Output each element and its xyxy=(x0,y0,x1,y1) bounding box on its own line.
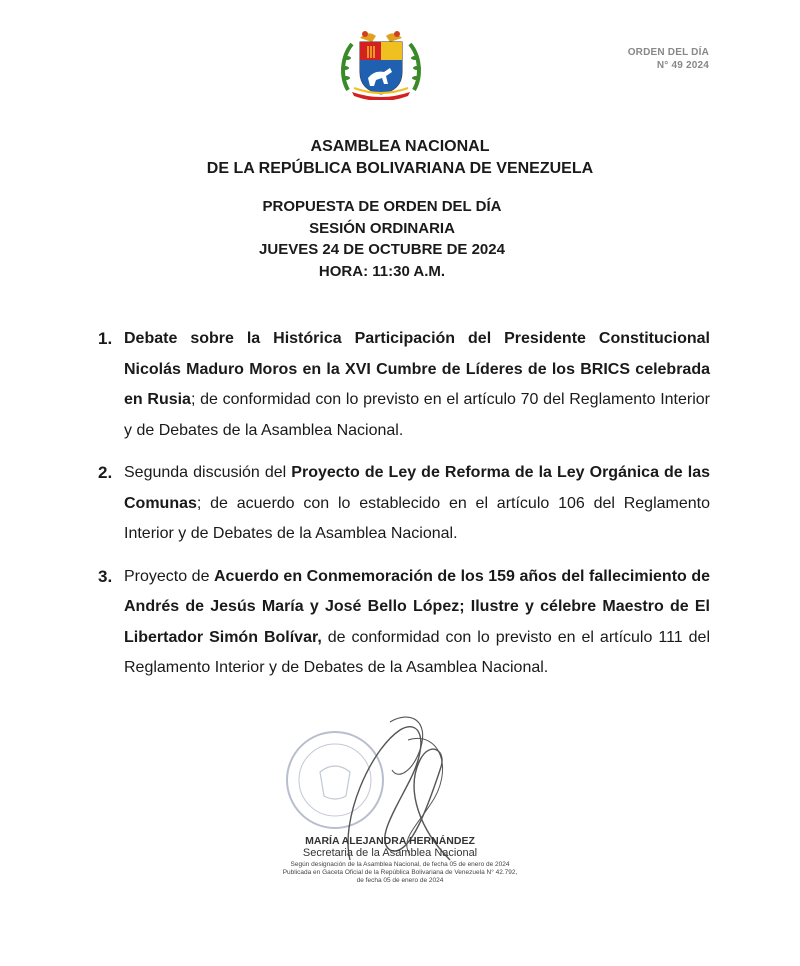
institution-line2: DE LA REPÚBLICA BOLIVARIANA DE VENEZUELA xyxy=(206,160,594,177)
designation-note xyxy=(0,861,800,885)
institution-line1: ASAMBLEA NACIONAL xyxy=(310,138,490,155)
signatory-name: MARÍA ALEJANDRA HERNÁNDEZ xyxy=(305,835,475,847)
agenda-item xyxy=(98,458,710,550)
session-title: PROPUESTA DE ORDEN DEL DÍA xyxy=(262,198,502,215)
agenda-item xyxy=(98,562,710,684)
session-heading xyxy=(0,196,782,282)
agenda-text: ; de acuerdo con lo establecido en el artículo 106 del Reglamento Interior y de Debates de la Asamblea Nacional. xyxy=(124,494,710,542)
institution-heading xyxy=(0,136,800,180)
agenda-text: de conformidad con lo previsto en el artículo 111 del Reglamento Interior y de Debates de la Asamblea Nacional. xyxy=(124,628,710,676)
agenda-number: 3. xyxy=(98,566,113,586)
designation-note-line3: de fecha 05 de enero de 2024 xyxy=(356,877,444,884)
designation-note-line1: Según designación de la Asamblea Nacional, de fecha 05 de enero de 2024 xyxy=(290,861,510,868)
coat-of-arms-icon xyxy=(338,28,424,100)
session-time: HORA: 11:30 A.M. xyxy=(318,262,446,280)
ref-title: ORDEN DEL DÍA xyxy=(627,47,709,58)
agenda-intro: Segunda discusión del xyxy=(124,464,292,481)
agenda-subject: Proyecto de Ley de Reforma de la Ley Orgánica de las Comunas xyxy=(124,464,711,512)
agenda-subject: Acuerdo en Conmemoración de los 159 años del fallecimiento de Andrés de Jesús María y José Bello López; Ilustre y célebre Maestro de El Libertador Simón Bolívar, xyxy=(124,567,710,646)
agenda-item xyxy=(98,324,710,446)
session-type: SESIÓN ORDINARIA xyxy=(309,219,455,237)
signatory-block xyxy=(0,835,800,859)
agenda-text: ; de conformidad con lo previsto en el artículo 70 del Reglamento Interior y de Debates de la Asamblea Nacional. xyxy=(124,391,711,439)
order-reference xyxy=(628,46,709,72)
agenda-subject: Debate sobre la Histórica Participación del Presidente Constitucional Nicolás Maduro Moros en la XVI Cumbre de Líderes de los BRICS celebrada en Rusia xyxy=(124,330,710,408)
designation-note-line2: Publicada en Gaceta Oficial de la República Bolivariana de Venezuela N° 42.792, xyxy=(282,869,518,876)
ref-number: N° 49 2024 xyxy=(656,60,709,71)
agenda-list xyxy=(98,324,710,696)
agenda-intro: Proyecto de xyxy=(124,567,214,585)
agenda-number: 2. xyxy=(98,463,113,482)
signatory-role: Secretaria de la Asamblea Nacional xyxy=(302,847,478,859)
agenda-number: 1. xyxy=(98,329,113,348)
session-date: JUEVES 24 DE OCTUBRE DE 2024 xyxy=(259,241,505,258)
